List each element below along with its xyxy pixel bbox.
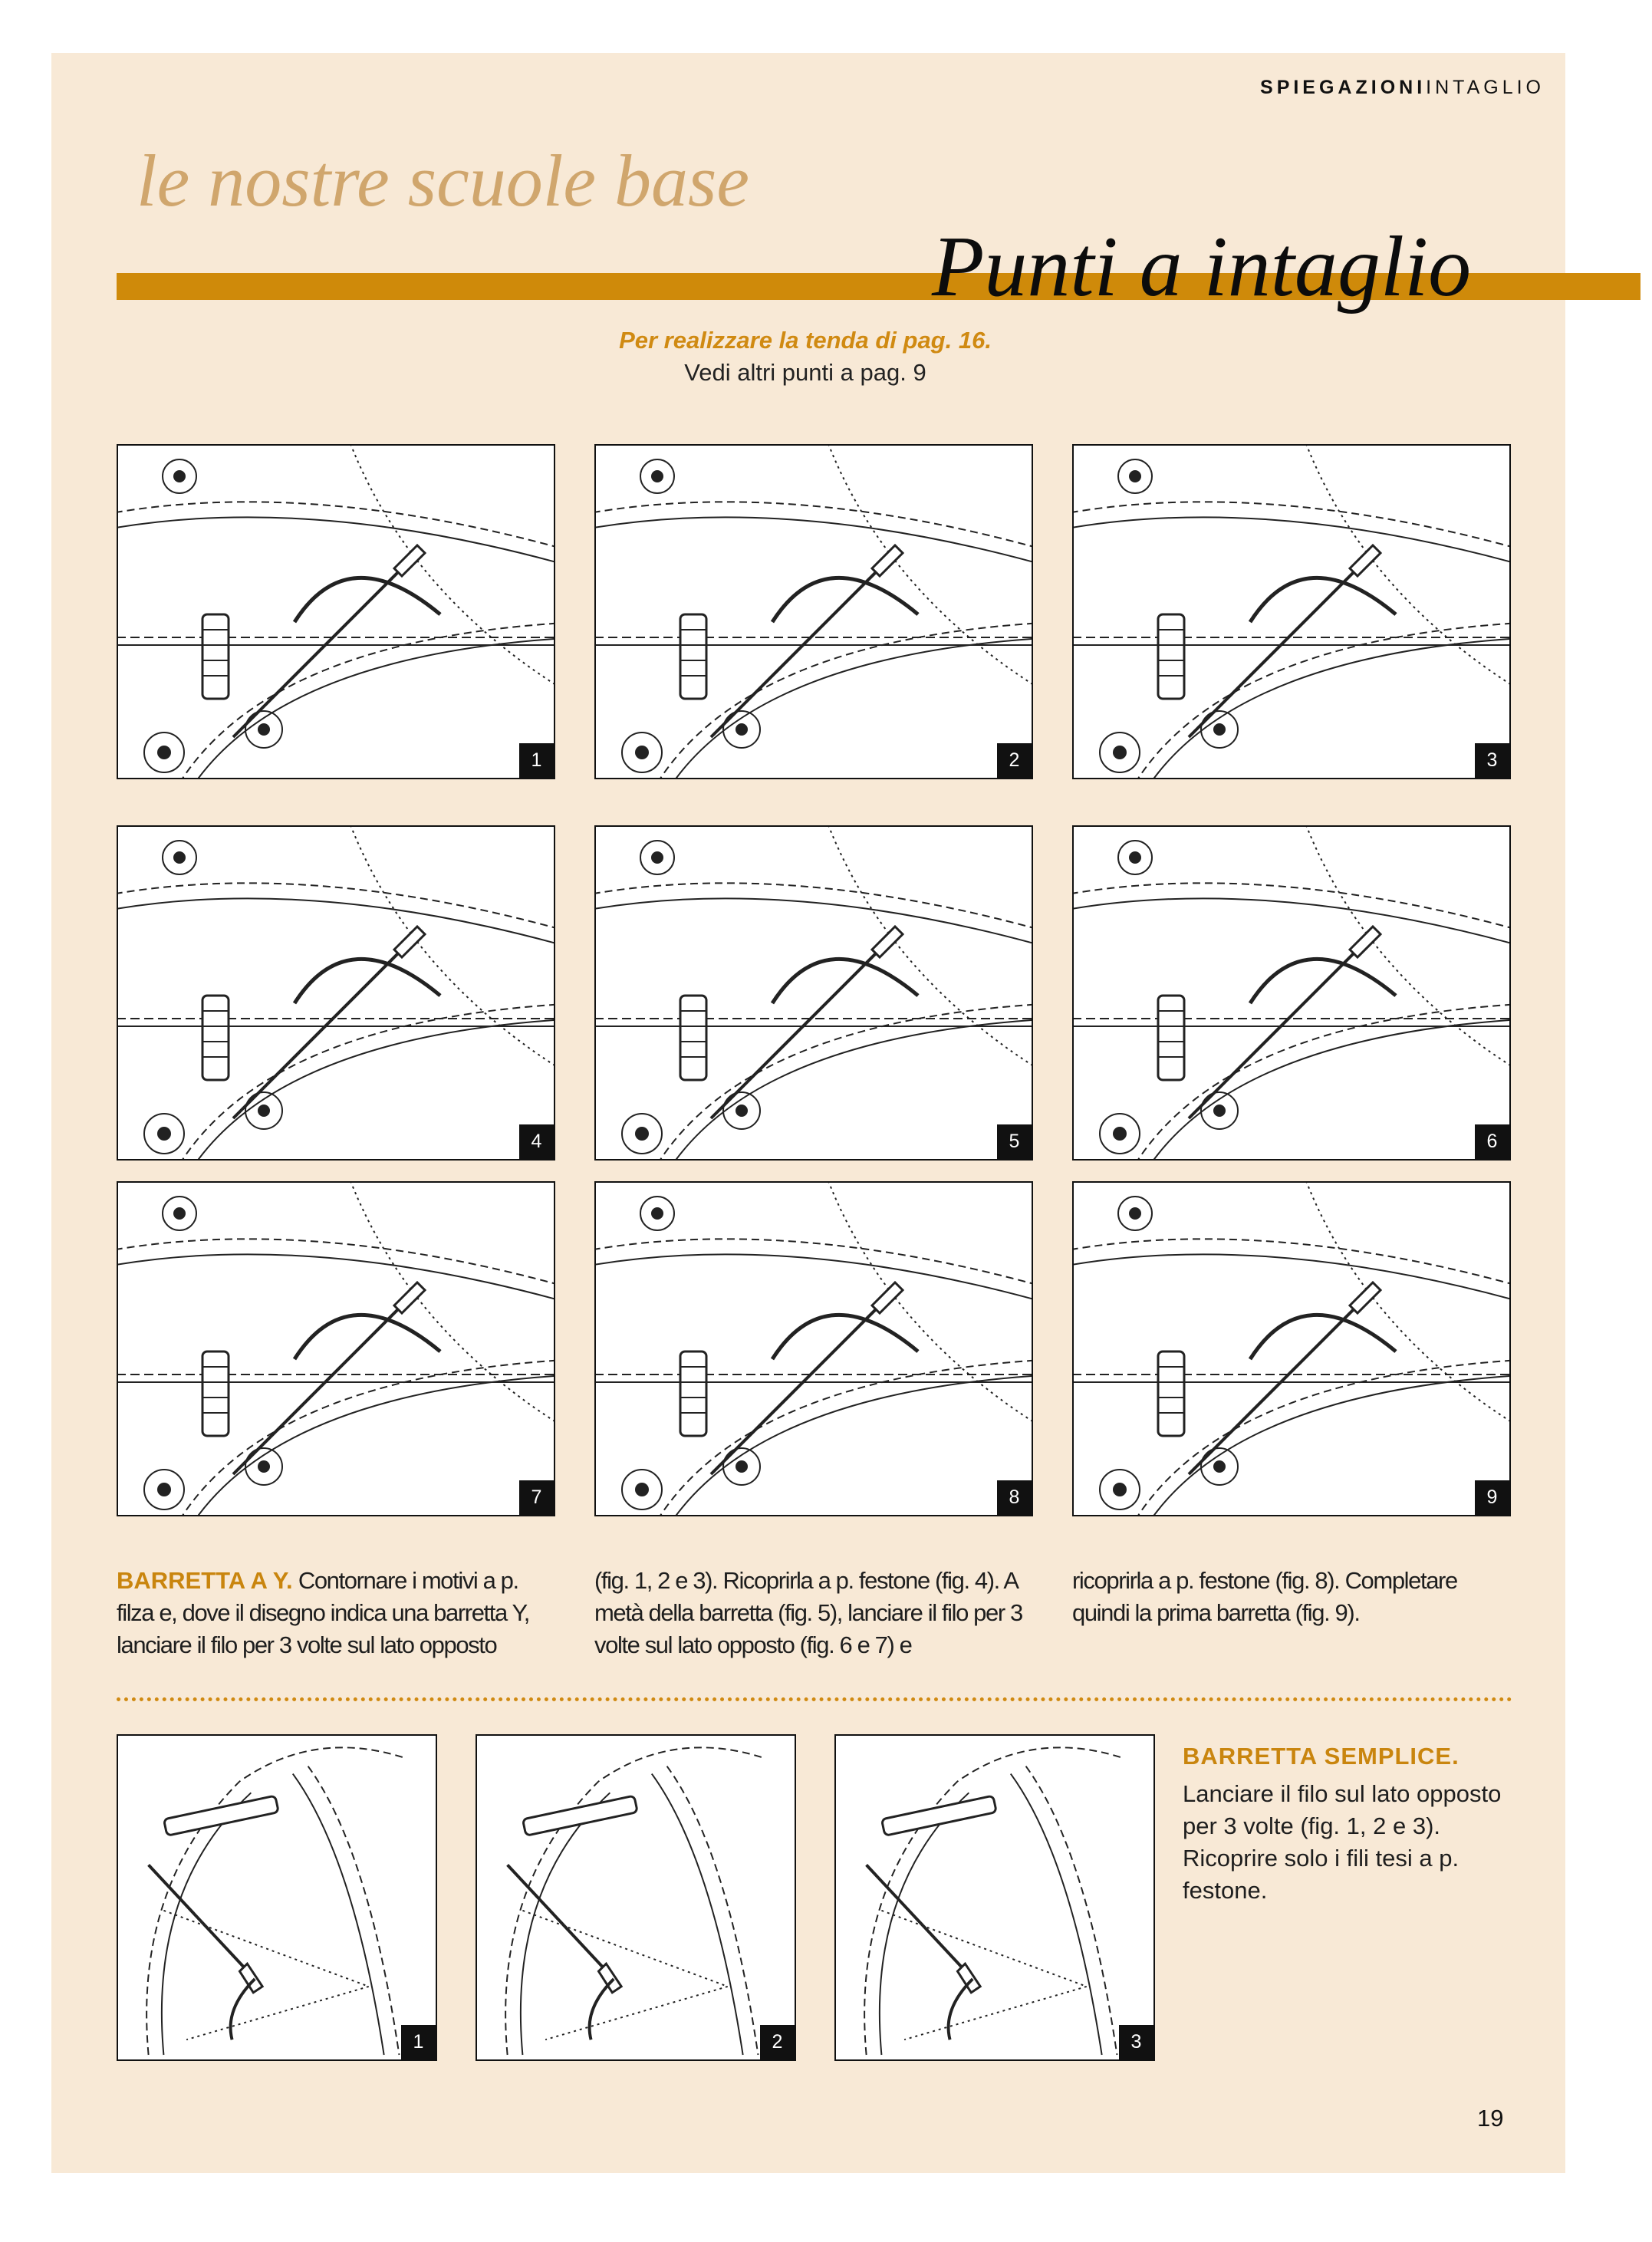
stitch-illustration: [118, 446, 554, 778]
stitch-illustration: [477, 1736, 795, 2059]
figure-number: 2: [760, 2025, 795, 2059]
barretta-y-col-3: ricoprirla a p. festone (fig. 8). Completare quindi la prima barretta (fig. 9).: [1072, 1567, 1457, 1626]
barretta-y-col-1: [117, 1565, 546, 1661]
stitch-illustration: [1074, 446, 1509, 778]
figure-number: 9: [1475, 1480, 1509, 1515]
kicker-title: le nostre scuole base: [137, 140, 749, 222]
figure-y-4: [117, 825, 555, 1161]
figure-number: 4: [519, 1124, 554, 1159]
barretta-semplice-heading: BARRETTA SEMPLICE.: [1183, 1743, 1459, 1770]
figure-number: 1: [401, 2025, 436, 2059]
figure-number: 7: [519, 1480, 554, 1515]
barretta-semplice-text: Lanciare il filo sul lato opposto per 3 volte (fig. 1, 2 e 3). Ricoprire solo i fili tesi a p. festone.: [1183, 1780, 1502, 1904]
figure-number: 8: [997, 1480, 1032, 1515]
figure-number: 3: [1119, 2025, 1153, 2059]
dotted-divider: [117, 1697, 1512, 1701]
stitch-illustration: [596, 1183, 1032, 1515]
figure-number: 5: [997, 1124, 1032, 1159]
page-number: 19: [1477, 2105, 1504, 2132]
stitch-illustration: [836, 1736, 1153, 2059]
figure-number: 3: [1475, 743, 1509, 778]
figure-simple-3: [834, 1734, 1155, 2061]
page-title: Punti a intaglio: [932, 219, 1472, 314]
figure-simple-1: [117, 1734, 437, 2061]
barretta-y-col-2: (fig. 1, 2 e 3). Ricoprirla a p. festone (fig. 4). A metà della barretta (fig. 5), lanciare il filo per 3 volte sul lato opposto (fig. 6 e 7) e: [594, 1567, 1022, 1658]
subtitle-reference: Per realizzare la tenda di pag. 16.: [619, 327, 992, 354]
section-label-rest: INTAGLIO: [1426, 77, 1545, 98]
figure-y-6: [1072, 825, 1511, 1161]
stitch-illustration: [596, 827, 1032, 1159]
barretta-y-text-1: Contornare i motivi a p. filza e, dove il disegno indica una barretta Y, lanciare il filo per 3 volte sul lato opposto: [117, 1567, 529, 1658]
figure-number: 1: [519, 743, 554, 778]
figure-y-2: [594, 444, 1033, 779]
stitch-illustration: [118, 1736, 436, 2059]
stitch-illustration: [118, 827, 554, 1159]
figure-y-7: [117, 1181, 555, 1516]
figure-number: 2: [997, 743, 1032, 778]
subtitle-see-also: Vedi altri punti a pag. 9: [684, 359, 926, 386]
stitch-illustration: [118, 1183, 554, 1515]
figure-y-1: [117, 444, 555, 779]
barretta-y-heading: BARRETTA A Y.: [117, 1567, 293, 1594]
figure-y-9: [1072, 1181, 1511, 1516]
stitch-illustration: [1074, 827, 1509, 1159]
section-label-bold: SPIEGAZIONI: [1260, 77, 1427, 98]
figure-y-3: [1072, 444, 1511, 779]
section-label: [1260, 77, 1545, 99]
stitch-illustration: [596, 446, 1032, 778]
figure-number: 6: [1475, 1124, 1509, 1159]
figure-y-5: [594, 825, 1033, 1161]
stitch-illustration: [1074, 1183, 1509, 1515]
figure-simple-2: [476, 1734, 796, 2061]
figure-y-8: [594, 1181, 1033, 1516]
